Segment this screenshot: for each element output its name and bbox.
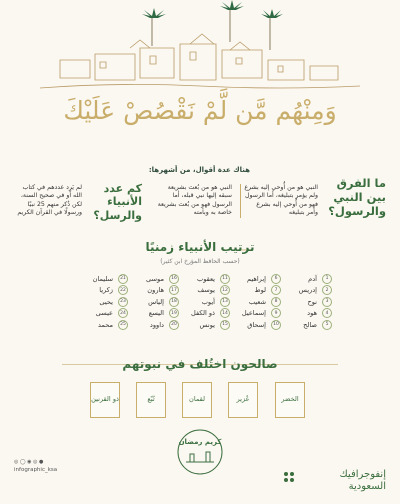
prophet-name: اليسع — [148, 309, 164, 318]
prophets-column-4 — [121, 273, 179, 331]
prophet-item — [121, 319, 179, 331]
prophet-name: يونس — [199, 320, 215, 329]
disputed-title: صالحون اختُلف في نبوتهم — [122, 357, 278, 371]
prophet-name: هود — [307, 309, 317, 318]
prophet-item — [274, 308, 332, 320]
difference-intro: هناك عدة أقوال، من أشهرها: — [148, 166, 250, 174]
order-badge: 24 — [118, 308, 128, 318]
order-badge: 25 — [118, 320, 128, 330]
rasul-definition: النبي هو من بُعث بشريعة سبقه إليها نبي قبله، أما الرسول فهو من بُعث بشريعة خاصة به وبأمته — [157, 184, 232, 217]
order-badge: 17 — [169, 285, 179, 295]
prophet-name: ذو الكفل — [190, 309, 215, 318]
prophet-name: إبراهيم — [247, 274, 266, 283]
prophet-name: إسماعيل — [241, 309, 266, 318]
prophet-name: إلياس — [148, 297, 164, 306]
brand-logo — [340, 469, 387, 492]
order-badge: 21 — [118, 274, 128, 284]
prophet-name: محمد — [97, 320, 113, 329]
prophet-item — [223, 273, 281, 285]
definition-divider — [240, 184, 241, 218]
prophet-item — [70, 285, 128, 297]
prophet-item — [70, 319, 128, 331]
disputed-item-uzair: عُزير — [228, 382, 258, 418]
order-badge: 4 — [322, 308, 332, 318]
chrono-subtitle: (حسب الحافظ المؤرخ ابن كثير) — [160, 258, 240, 265]
prophet-name: عيسى — [95, 309, 113, 318]
prophet-item — [274, 319, 332, 331]
prophet-item — [121, 285, 179, 297]
order-badge: 2 — [322, 285, 332, 295]
nabi-definition: النبي هو من أُوحي إليه بشرع ولم يؤمر بتبليغه، أما الرسول فهو من أُوحي إليه بشرع وأمر بتبليغه — [244, 184, 318, 217]
prophet-item — [172, 308, 230, 320]
prophet-item — [223, 296, 281, 308]
prophets-column-3 — [172, 273, 230, 331]
order-badge: 13 — [220, 297, 230, 307]
prophets-column-5 — [70, 273, 128, 331]
social-icons: ◎ ◯ ◉ ◎ ● — [14, 459, 44, 465]
ramadan-badge-emblem — [176, 428, 224, 476]
prophet-item — [172, 319, 230, 331]
brand-logo-line2: السعودية — [348, 480, 386, 492]
prophet-item — [274, 285, 332, 297]
prophet-name: إدريس — [298, 286, 317, 295]
prophet-name: موسى — [146, 274, 164, 283]
prophet-name: يوسف — [197, 286, 215, 295]
order-badge: 8 — [271, 297, 281, 307]
count-text: لم يَرِد عددهم في كتاب الله أو في صحيح السنة، لكن ذُكر منهم 25 نبيًا ورسولًا في القرآن الكريم — [17, 184, 82, 217]
prophet-name: زكريا — [99, 286, 113, 295]
prophets-column-1 — [274, 273, 332, 331]
prophet-item — [172, 296, 230, 308]
order-badge: 6 — [271, 274, 281, 284]
order-badge: 23 — [118, 297, 128, 307]
order-badge: 19 — [169, 308, 179, 318]
prophet-name: آدم — [308, 274, 317, 283]
disputed-item-luqman: لقمان — [182, 382, 212, 418]
order-badge: 12 — [220, 285, 230, 295]
brand-logo-icon — [282, 470, 296, 488]
prophet-item — [274, 296, 332, 308]
prophet-item — [70, 296, 128, 308]
prophet-item — [274, 273, 332, 285]
order-badge: 1 — [322, 274, 332, 284]
prophet-name: أيوب — [201, 297, 215, 306]
prophet-name: يحيى — [99, 297, 113, 306]
prophet-name: يعقوب — [197, 274, 215, 283]
prophet-item — [172, 285, 230, 297]
prophet-name: إسحاق — [247, 320, 266, 329]
brand-logo-line1: إنفوجرافيك — [339, 469, 386, 480]
count-title: كم عدد الأنبياء والرسل؟ — [93, 182, 142, 222]
prophet-item — [70, 273, 128, 285]
prophet-name: لوط — [254, 286, 266, 295]
prophet-item — [223, 308, 281, 320]
prophet-item — [223, 319, 281, 331]
order-badge: 9 — [271, 308, 281, 318]
prophet-name: صالح — [303, 320, 317, 329]
prophet-item — [121, 296, 179, 308]
prophet-item — [223, 285, 281, 297]
disputed-item-tubba: تُبّع — [136, 382, 166, 418]
prophet-item — [121, 308, 179, 320]
disputed-item-khidr: الخضر — [275, 382, 305, 418]
order-badge: 15 — [220, 320, 230, 330]
difference-title: ما الفرق بين النبي والرسول؟ — [328, 176, 386, 219]
prophet-item — [70, 308, 128, 320]
prophets-column-2 — [223, 273, 281, 331]
prophet-name: سليمان — [92, 274, 113, 283]
order-badge: 11 — [220, 274, 230, 284]
ramadan-badge-text: كريم رمضان — [178, 438, 222, 446]
order-badge: 3 — [322, 297, 332, 307]
prophet-name: نوح — [307, 297, 317, 306]
prophet-item — [121, 273, 179, 285]
old-city-illustration — [0, 0, 400, 100]
social-handle: infographic_ksa — [14, 467, 58, 473]
order-badge: 20 — [169, 320, 179, 330]
order-badge: 10 — [271, 320, 281, 330]
quran-verse-headline: وَمِنْهُم مَّن لَّمْ نَقْصُصْ عَلَيْكَ — [63, 96, 337, 125]
order-badge: 22 — [118, 285, 128, 295]
chrono-title: ترتيب الأنبياء زمنيًا — [145, 240, 255, 254]
prophets-grid — [70, 273, 332, 365]
prophet-name: هارون — [147, 286, 164, 295]
order-badge: 7 — [271, 285, 281, 295]
disputed-item-dhul-qarnayn: ذو القرنين — [90, 382, 120, 418]
order-badge: 16 — [169, 274, 179, 284]
order-badge: 18 — [169, 297, 179, 307]
prophet-item — [172, 273, 230, 285]
order-badge: 14 — [220, 308, 230, 318]
order-badge: 5 — [322, 320, 332, 330]
prophet-name: داوود — [149, 320, 164, 329]
prophet-name: شعيب — [248, 297, 266, 306]
